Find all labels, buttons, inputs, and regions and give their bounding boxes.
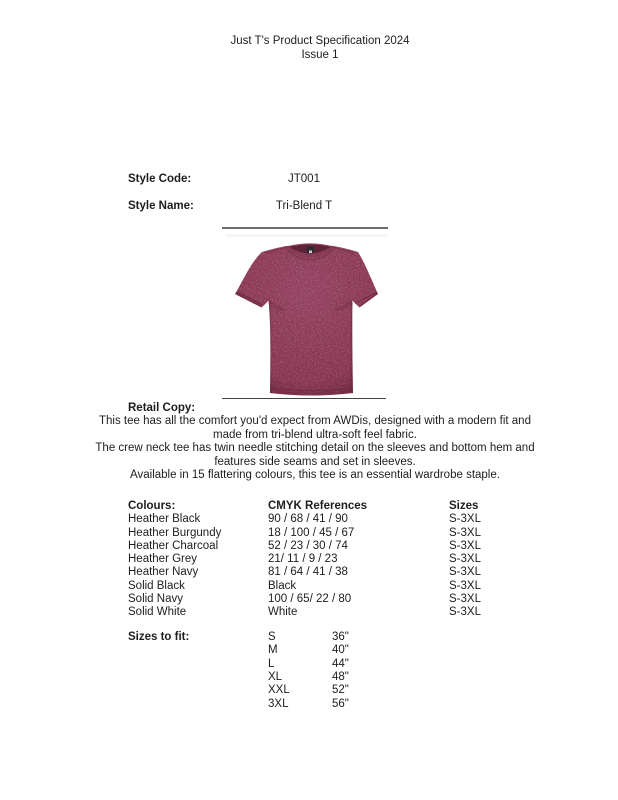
colour-sizes: S-3XL: [449, 593, 481, 606]
colour-name: Heather Navy: [128, 566, 199, 579]
document-issue: Issue 1: [301, 48, 339, 61]
colour-row: [128, 580, 598, 593]
colour-cmyk: 21/ 11 / 9 / 23: [268, 553, 338, 566]
retail-copy-line: The crew neck tee has twin needle stitching detail on the sleeves and bottom hem and: [95, 442, 535, 455]
colour-sizes: S-3XL: [449, 526, 481, 539]
retail-copy-label: Retail Copy:: [128, 402, 196, 414]
size-row: [268, 698, 448, 711]
colour-cmyk: Black: [268, 579, 297, 592]
colour-row: [128, 566, 598, 579]
colour-row: [128, 606, 598, 619]
retail-copy-line: This tee has all the comfort you'd expect from AWDis, designed with a modern fit and: [99, 415, 531, 428]
colour-sizes: S-3XL: [449, 606, 481, 619]
size-name: XL: [268, 671, 283, 684]
colour-name: Solid Navy: [128, 593, 183, 606]
colour-row: [128, 540, 598, 553]
colour-row: [128, 513, 598, 526]
colour-cmyk: 81 / 64 / 41 / 38: [268, 566, 348, 579]
document-title: Just T's Product Specification 2024: [230, 35, 410, 47]
sizes-to-fit-label: Sizes to fit:: [128, 631, 190, 643]
colour-name: Heather Black: [128, 513, 201, 526]
size-name: L: [268, 657, 275, 670]
colour-cmyk: 90 / 68 / 41 / 90: [268, 513, 348, 526]
size-row: [268, 658, 448, 671]
colour-name: Heather Burgundy: [128, 526, 222, 539]
style-code-value: JT001: [288, 173, 320, 185]
size-name: 3XL: [268, 697, 289, 710]
colour-name: Solid White: [128, 606, 187, 619]
colour-cmyk: 52 / 23 / 30 / 74: [268, 539, 348, 552]
size-chest: 40": [332, 644, 349, 657]
size-chest: 44": [332, 657, 349, 670]
document-header: [70, 35, 570, 62]
cmyk-references-header: CMYK References: [268, 500, 368, 512]
size-chest: 48": [332, 671, 349, 684]
size-chest: 36": [332, 631, 349, 643]
sizes-header: Sizes: [449, 500, 479, 512]
retail-copy-text: [15, 415, 615, 483]
retail-copy-line: features side seams and set in sleeves.: [214, 455, 416, 468]
colour-row: [128, 553, 598, 566]
size-name: M: [268, 644, 278, 657]
style-code-label: Style Code:: [128, 173, 192, 185]
size-row: [268, 631, 448, 644]
size-row: [268, 684, 448, 697]
colours-header: Colours:: [128, 500, 176, 512]
colour-sizes: S-3XL: [449, 579, 481, 592]
colour-name: Heather Charcoal: [128, 539, 219, 552]
colours-table-header: [128, 500, 598, 513]
colours-table: [128, 500, 598, 620]
colour-cmyk: White: [268, 606, 298, 619]
colour-cmyk: 100 / 65/ 22 / 80: [268, 593, 352, 606]
product-photo-tshirt: [225, 230, 390, 402]
colour-sizes: S-3XL: [449, 539, 481, 552]
style-name-label: Style Name:: [128, 199, 194, 212]
colour-sizes: S-3XL: [449, 553, 481, 566]
colour-name: Solid Black: [128, 579, 185, 592]
retail-copy-line: Available in 15 flattering colours, this tee is an essential wardrobe staple.: [130, 469, 500, 482]
size-name: S: [268, 631, 276, 643]
colour-sizes: S-3XL: [449, 513, 481, 526]
size-name: XXL: [268, 684, 290, 697]
photo-top-rule: [222, 227, 388, 229]
size-chest: 56": [332, 697, 349, 710]
colour-row: [128, 527, 598, 540]
size-row: [268, 671, 448, 684]
retail-copy-line: made from tri-blend ultra-soft feel fabric.: [213, 428, 417, 441]
style-name-value: Tri-Blend T: [275, 199, 333, 212]
size-chest: 52": [332, 684, 349, 697]
colour-row: [128, 593, 598, 606]
colour-sizes: S-3XL: [449, 566, 481, 579]
size-row: [268, 644, 448, 657]
colour-name: Heather Grey: [128, 553, 198, 566]
colour-cmyk: 18 / 100 / 45 / 67: [268, 526, 355, 539]
sizes-to-fit-table: [128, 631, 448, 711]
